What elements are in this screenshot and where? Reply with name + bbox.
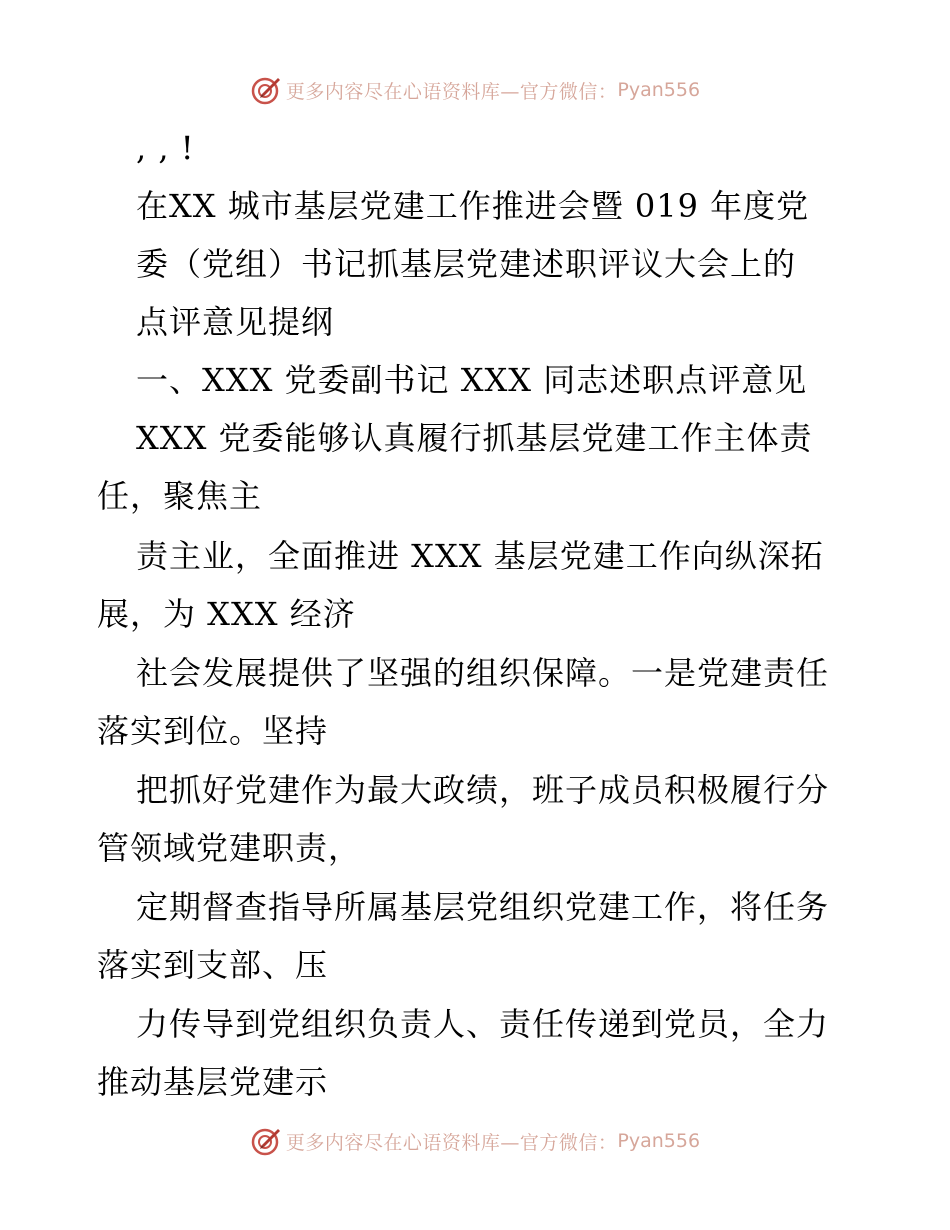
watermark-text: 更多内容尽在心语资料库—官方微信： (285, 1131, 618, 1154)
text-line: , , ! (136, 129, 195, 167)
brand-logo-icon (250, 1125, 282, 1157)
text-line: 落实到支部、压 (97, 946, 329, 984)
text-line: 落实到位。坚持 (97, 712, 329, 750)
brand-logo-icon (250, 74, 282, 106)
watermark-wechat-id: Pyan556 (617, 79, 701, 101)
text-line: 把抓好党建作为最大政绩，班子成员积极履行分 (136, 771, 830, 809)
title-line: 在XX 城市基层党建工作推进会暨 019 年度党 (136, 187, 810, 225)
text-line: XXX 党委能够认真履行抓基层党建工作主体责 (136, 419, 813, 457)
watermark-text: 更多内容尽在心语资料库—官方微信： (285, 80, 618, 103)
text-line: 推动基层党建示 (97, 1063, 329, 1101)
text-line: 定期督查指导所属基层党组织党建工作，将任务 (136, 888, 830, 926)
watermark-footer (0, 1121, 950, 1161)
text-line: 管领域党建职责， (97, 829, 362, 867)
watermark-header (0, 70, 950, 110)
section-heading: 一、XXX 党委副书记 XXX 同志述职点评意见 (136, 361, 808, 399)
text-line: 任，聚焦主 (97, 477, 263, 515)
text-line: 责主业，全面推进 XXX 基层党建工作向纵深拓 (136, 537, 824, 575)
watermark-wechat-id: Pyan556 (617, 1130, 701, 1152)
title-line: 点评意见提纲 (136, 303, 335, 341)
text-line: 展，为 XXX 经济 (97, 595, 356, 633)
text-line: 社会发展提供了坚强的组织保障。一是党建责任 (136, 654, 830, 692)
title-line: 委（党组）书记抓基层党建述职评议大会上的 (136, 245, 797, 283)
text-line: 力传导到党组织负责人、责任传递到党员，全力 (136, 1005, 830, 1043)
